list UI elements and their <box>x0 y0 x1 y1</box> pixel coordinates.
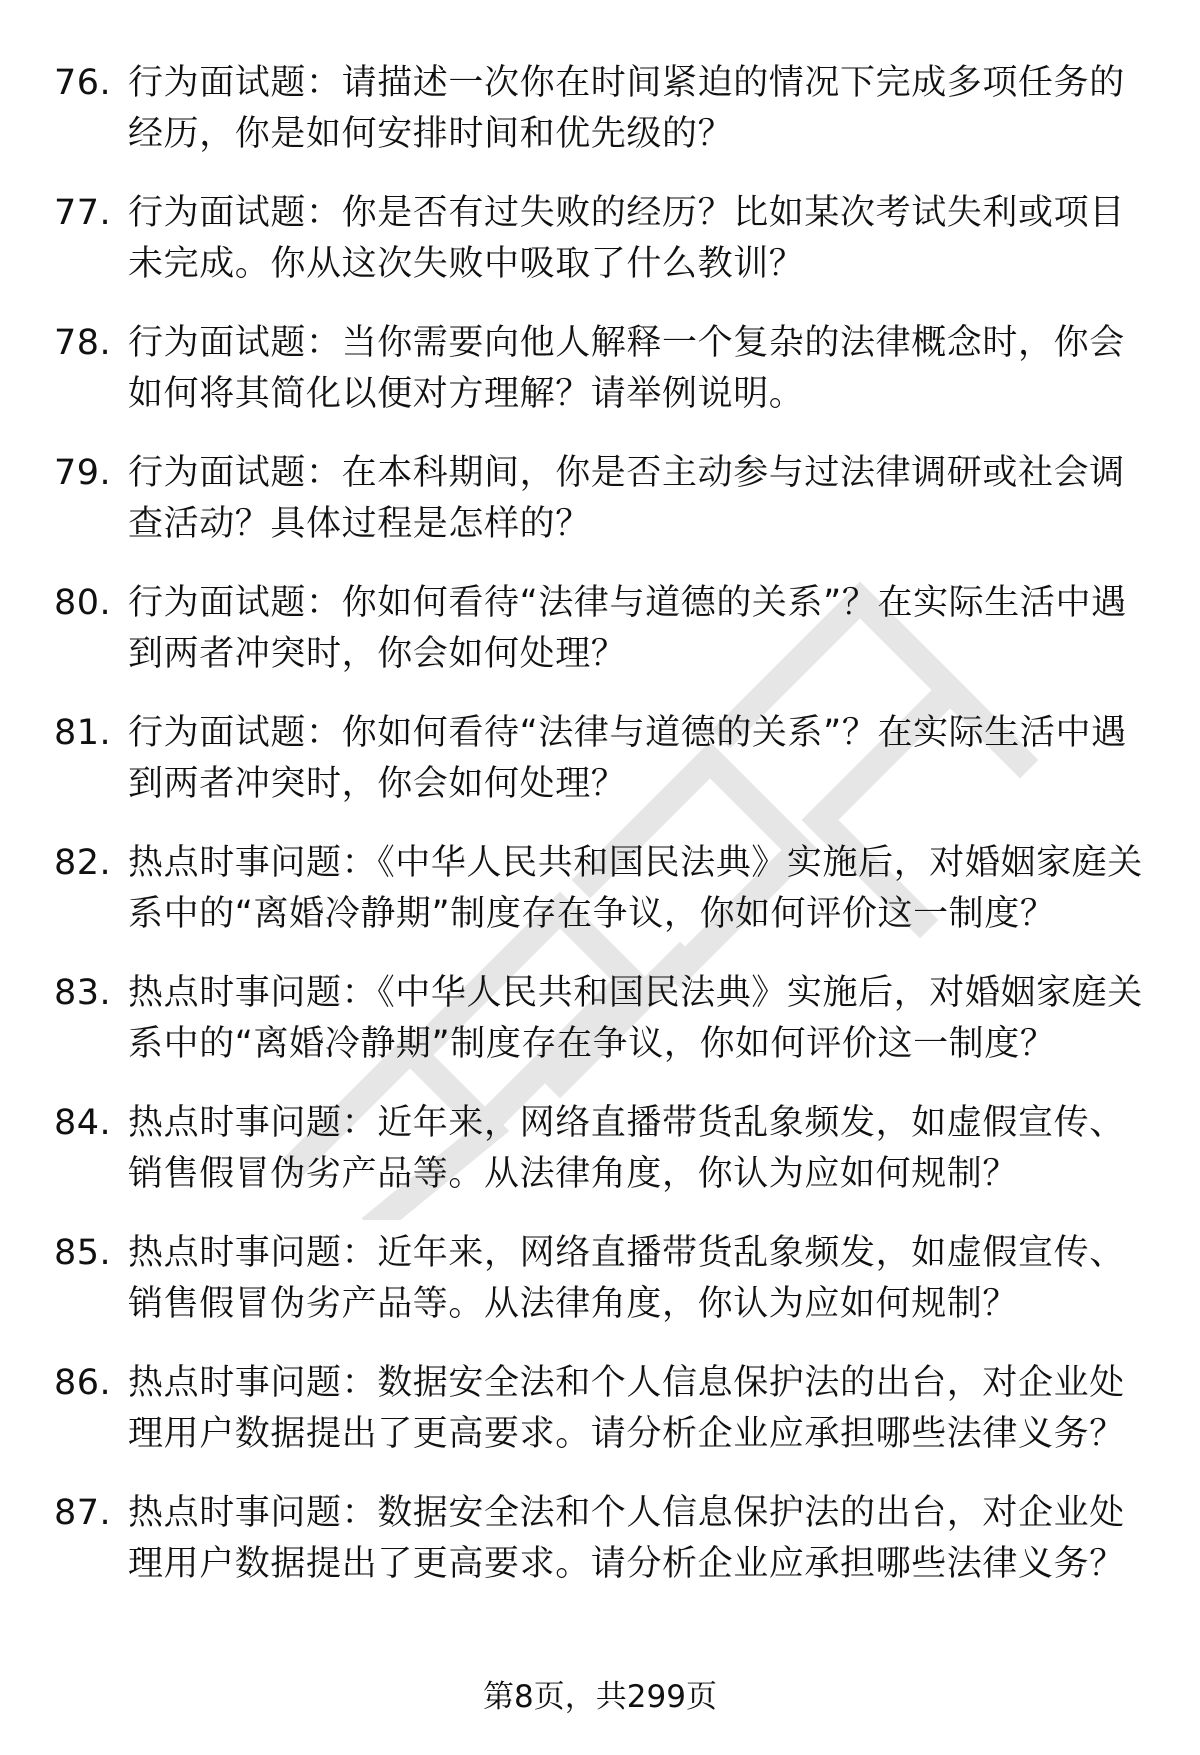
question-item <box>54 1228 1154 1358</box>
question-text: 行为面试题：请描述一次你在时间紧迫的情况下完成多项任务的经历，你是如何安排时间和优先级的？ <box>128 63 1125 154</box>
question-item <box>54 1488 1154 1618</box>
question-number: 80. <box>54 583 112 623</box>
question-item <box>54 58 1154 188</box>
question-number: 85. <box>54 1233 112 1273</box>
question-number: 84. <box>54 1103 112 1143</box>
question-item <box>54 708 1154 838</box>
question-text: 热点时事问题：数据安全法和个人信息保护法的出台，对企业处理用户数据提出了更高要求。请分析企业应承担哪些法律义务？ <box>128 1493 1125 1584</box>
question-item <box>54 1098 1154 1228</box>
question-text: 热点时事问题：《中华人民共和国民法典》实施后，对婚姻家庭关系中的“离婚冷静期”制度存在争议，你如何评价这一制度？ <box>128 973 1143 1064</box>
question-number: 81. <box>54 713 112 753</box>
question-text: 热点时事问题：近年来，网络直播带货乱象频发，如虚假宣传、销售假冒伪劣产品等。从法律角度，你认为应如何规制？ <box>128 1103 1125 1194</box>
question-number: 79. <box>54 453 112 493</box>
question-number: 76. <box>54 63 112 103</box>
question-item <box>54 578 1154 708</box>
question-item <box>54 318 1154 448</box>
question-text: 行为面试题：你如何看待“法律与道德的关系”？在实际生活中遇到两者冲突时，你会如何处理？ <box>128 583 1127 674</box>
question-text: 热点时事问题：《中华人民共和国民法典》实施后，对婚姻家庭关系中的“离婚冷静期”制度存在争议，你如何评价这一制度？ <box>128 843 1143 934</box>
question-item <box>54 838 1154 968</box>
question-item <box>54 188 1154 318</box>
question-number: 82. <box>54 843 112 883</box>
question-number: 78. <box>54 323 112 363</box>
page-footer: 第8页，共299页 <box>483 1679 717 1715</box>
question-text: 热点时事问题：近年来，网络直播带货乱象频发，如虚假宣传、销售假冒伪劣产品等。从法律角度，你认为应如何规制？ <box>128 1233 1125 1324</box>
question-item <box>54 1358 1154 1488</box>
question-item <box>54 968 1154 1098</box>
question-text: 行为面试题：你是否有过失败的经历？比如某次考试失利或项目未完成。你从这次失败中吸取了什么教训？ <box>128 193 1125 284</box>
question-text: 行为面试题：当你需要向他人解释一个复杂的法律概念时，你会如何将其简化以便对方理解？请举例说明。 <box>128 323 1125 414</box>
question-list <box>54 58 1154 1618</box>
question-number: 83. <box>54 973 112 1013</box>
question-number: 87. <box>54 1493 112 1533</box>
question-item <box>54 448 1154 578</box>
question-number: 77. <box>54 193 112 233</box>
question-text: 行为面试题：你如何看待“法律与道德的关系”？在实际生活中遇到两者冲突时，你会如何处理？ <box>128 713 1127 804</box>
question-text: 热点时事问题：数据安全法和个人信息保护法的出台，对企业处理用户数据提出了更高要求。请分析企业应承担哪些法律义务？ <box>128 1363 1125 1454</box>
question-text: 行为面试题：在本科期间，你是否主动参与过法律调研或社会调查活动？具体过程是怎样的？ <box>128 453 1125 544</box>
question-number: 86. <box>54 1363 112 1403</box>
